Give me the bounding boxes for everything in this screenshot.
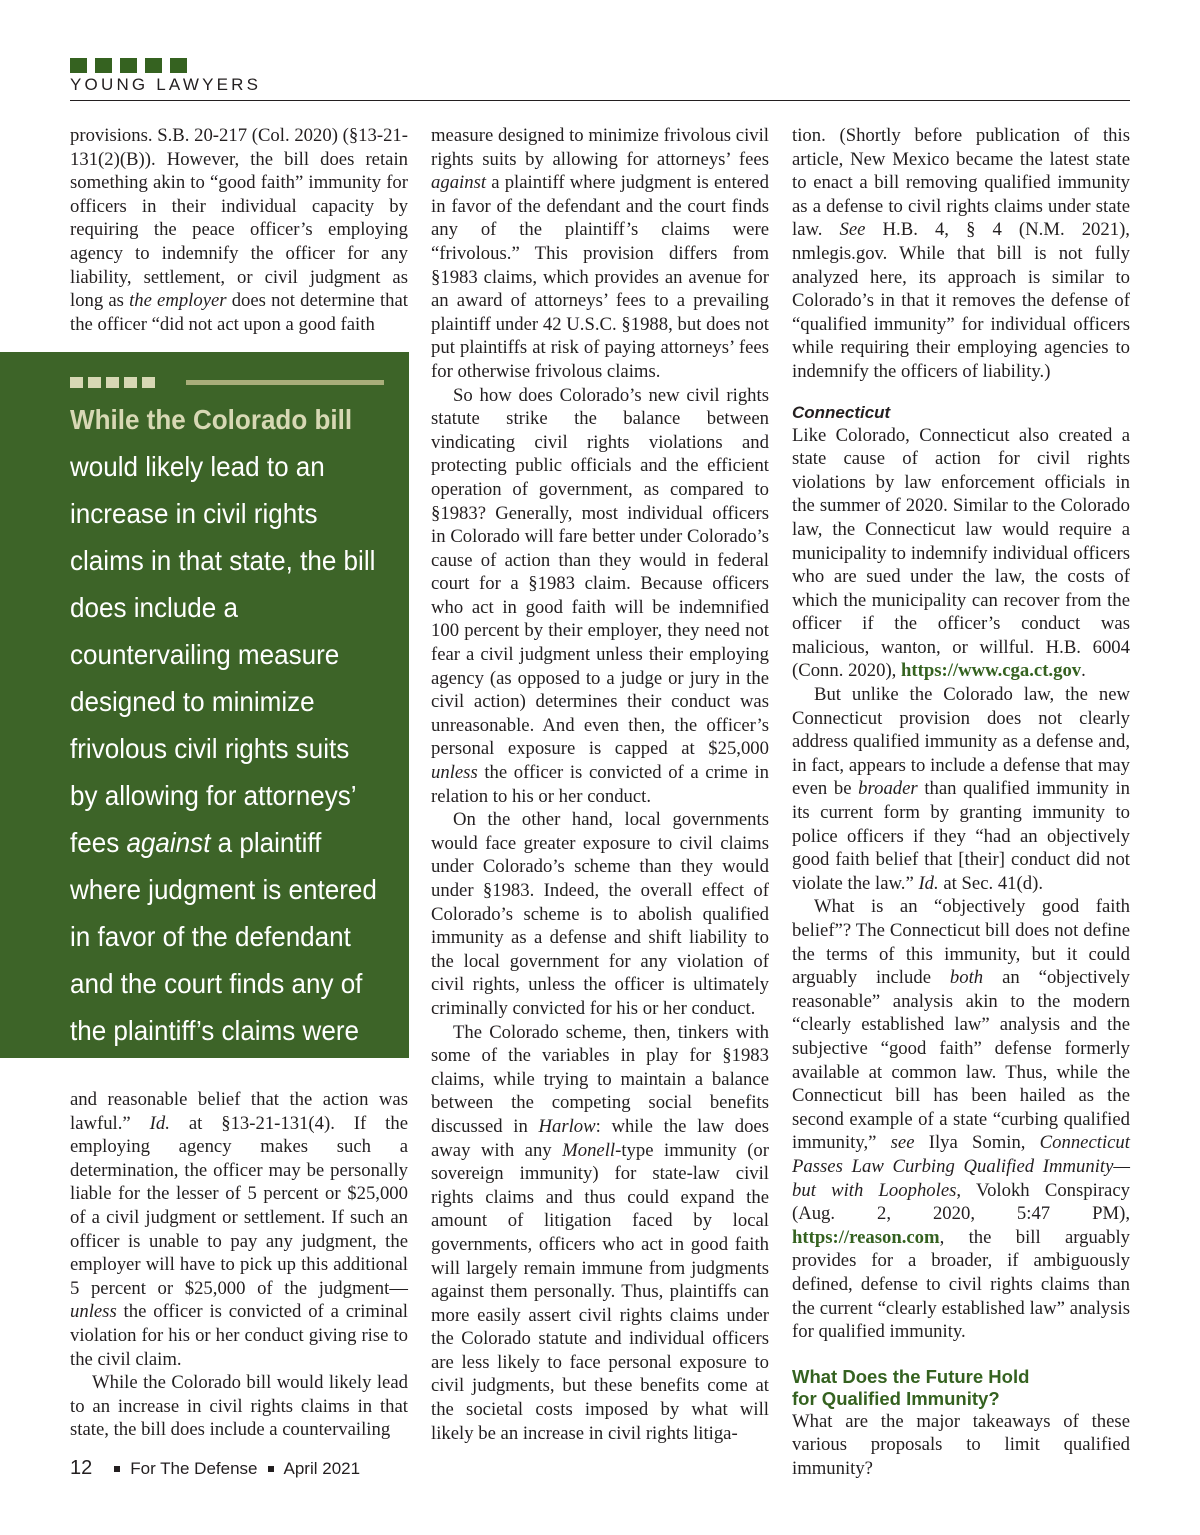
page-footer — [70, 1457, 360, 1480]
pull-quote-bar — [186, 380, 384, 385]
paragraph: The Colorado scheme, then, tinkers with some of the variables in play for §1983 claims, while trying to maintain a balance between the competing social benefits discussed in Harlow: while the law does away with any Monell-type immunity (or sovereign immunity) for state-law civil rights claims and thus could expand the amount of litigation faced by local governments, officers who act in good faith will largely remain immune from judgments against them personally. Thus, plaintiffs can more easily assert civil rights claims under the Colorado statute and individual officers are less likely to face personal exposure to civil judgments, but these benefits come at the societal costs imposed by what will likely be an increase in civil rights litiga- — [431, 1021, 769, 1444]
pull-quote — [0, 352, 409, 1093]
section-title: YOUNG LAWYERS — [70, 75, 262, 94]
header-squares-icon — [70, 58, 1130, 73]
column-1-top — [70, 124, 408, 336]
subheading-connecticut: Connecticut — [792, 402, 891, 422]
section-header — [70, 58, 1130, 94]
page-number: 12 — [70, 1457, 93, 1479]
paragraph: While the Colorado bill would likely lead to an increase in civil rights claims in that state, the bill does include a countervailing — [70, 1372, 408, 1441]
paragraph: tion. (Shortly before publication of this article, New Mexico became the latest state to enact a bill removing qualified immunity as a defense to civil rights claims under state law. See H.B. 4, § 4 (N.M. 2021), nmlegis.gov. While that bill is not fully analyzed here, its approach is similar to Colorado’s in that it removes the defense of “qualified immunity” for individual officers while requiring their employing agencies to indemnify the officers of liability.) — [792, 125, 1130, 382]
link-cga[interactable]: https://www.cga.ct.gov — [901, 660, 1082, 682]
paragraph: On the other hand, local governments would face greater exposure to civil claims under Colorado’s scheme than they would under §1983. Indeed, the overall effect of Colorado’s scheme is to abolish qualified immunity as a defense and shift liability to the local government for any violation of civil rights, unless the officer is ultimately criminally convicted for his or her conduct. — [431, 809, 769, 1019]
pull-quote-text: While the Colorado bill would likely lead to an increase in civil rights claims in that state, the bill does include a countervailing measure designed to minimize frivolous civil rights suits by allowing for attorneys’ fees against a plaintiff where judgment is entered in favor of the defendant and the court finds any of the plaintiff’s claims were “frivolous.” — [70, 404, 377, 1093]
bullet-icon — [268, 1466, 274, 1472]
paragraph: What are the major takeaways of these various proposals to limit qualified immunity? — [792, 1410, 1130, 1479]
link-reason[interactable]: https://reason.com — [792, 1226, 940, 1248]
issue-date: April 2021 — [283, 1458, 361, 1478]
publication-name: For The Defense — [130, 1458, 258, 1478]
column-3 — [792, 124, 1130, 1480]
paragraph: So how does Colorado’s new civil rights statute strike the balance between vindicating civil rights violations and protecting public officials and the efficient operation of government, as compared to §1983? Generally, most individual officers in Colorado will fare better under Colorado’s cause of action than they would in federal court for a §1983 claim. Because officers who act in good faith will be indemnified 100 percent by their employer, they need not fear a civil judgment unless their employing agency (as opposed to a judge or jury in the civil action) determines their conduct was unreasonable. And even then, the officer’s personal exposure is capped at $25,000 unless the officer is convicted of a crime in relation to his or her conduct. — [431, 384, 769, 807]
header-rule — [70, 100, 1130, 101]
paragraph: But unlike the Colorado law, the new Connecticut provision does not clearly address qualified immunity as a defense and, in fact, appears to include a defense that may even be broader than qualified immunity in its current form by granting immunity to police officers if they “had an objectively good faith belief that [their] conduct did not violate the law.” Id. at Sec. 41(d). — [792, 684, 1131, 894]
column-1-bottom — [70, 1088, 408, 1442]
column-2 — [431, 124, 769, 1445]
paragraph: provisions. S.B. 20-217 (Col. 2020) (§13-21-131(2)(B)). However, the bill does retain something akin to “good faith” immunity for officers in their individual capacity by requiring the peace officer’s employing agency to indemnify the officer for any liability, settlement, or civil judgment as long as the employer does not determine that the officer “did not act upon a good faith — [70, 125, 408, 335]
section-heading: What Does the Future Hold for Qualified Immunity? — [792, 1365, 1030, 1409]
paragraph: Like Colorado, Connecticut also created a state cause of action for civil rights violations by law enforcement officials in the summer of 2020. Similar to the Colorado law, the Connecticut law would require a municipality to indemnify individual officers who are sued under the law, the costs of which the municipality can recover from the officer if the officer’s conduct was malicious, wanton, or willful. H.B. 6004 (Conn. 2020), https://www.cga.ct.gov. — [792, 424, 1130, 682]
bullet-icon — [114, 1466, 120, 1472]
paragraph: What is an “objectively good faith belief”? The Connecticut bill does not define the terms of this immunity, but it could arguably include both an “objectively reasonable” analysis akin to the modern “clearly established law” analysis and the subjective “good faith” defense formerly available at common law. Thus, while the Connecticut bill has been hailed as the second example of a state “curbing qualified immunity,” see Ilya Somin, Connecticut Passes Law Curbing Qualified Immunity—but with Loopholes, Volokh Conspiracy (Aug. 2, 2020, 5:47 PM), https://reason.com, the bill arguably provides for a broader, if ambiguously defined, defense to civil rights claims than the current “clearly established law” analysis for qualified immunity. — [792, 896, 1130, 1343]
paragraph: and reasonable belief that the action was lawful.” Id. at §13-21-131(4). If the employing agency makes such a determination, the officer may be personally liable for the lesser of 5 percent or $25,000 of a civil judgment or settlement. If such an officer is unable to pay any judgment, the employer will have to pick up this additional 5 percent or $25,000 of the judgment—unless the officer is convicted of a criminal violation for his or her conduct giving rise to the civil claim. — [70, 1089, 408, 1370]
paragraph: measure designed to minimize frivolous civil rights suits by allowing for attorneys’ fees against a plaintiff where judgment is entered in favor of the defendant and the court finds any of the plaintiff’s claims were “frivolous.” This provision differs from §1983 claims, which provides an avenue for an award of attorneys’ fees to a prevailing plaintiff under 42 U.S.C. §1988, but does not put plaintiffs at risk of paying attorneys’ fees for otherwise frivolous claims. — [431, 125, 769, 382]
pull-quote-squares-icon — [70, 377, 155, 388]
